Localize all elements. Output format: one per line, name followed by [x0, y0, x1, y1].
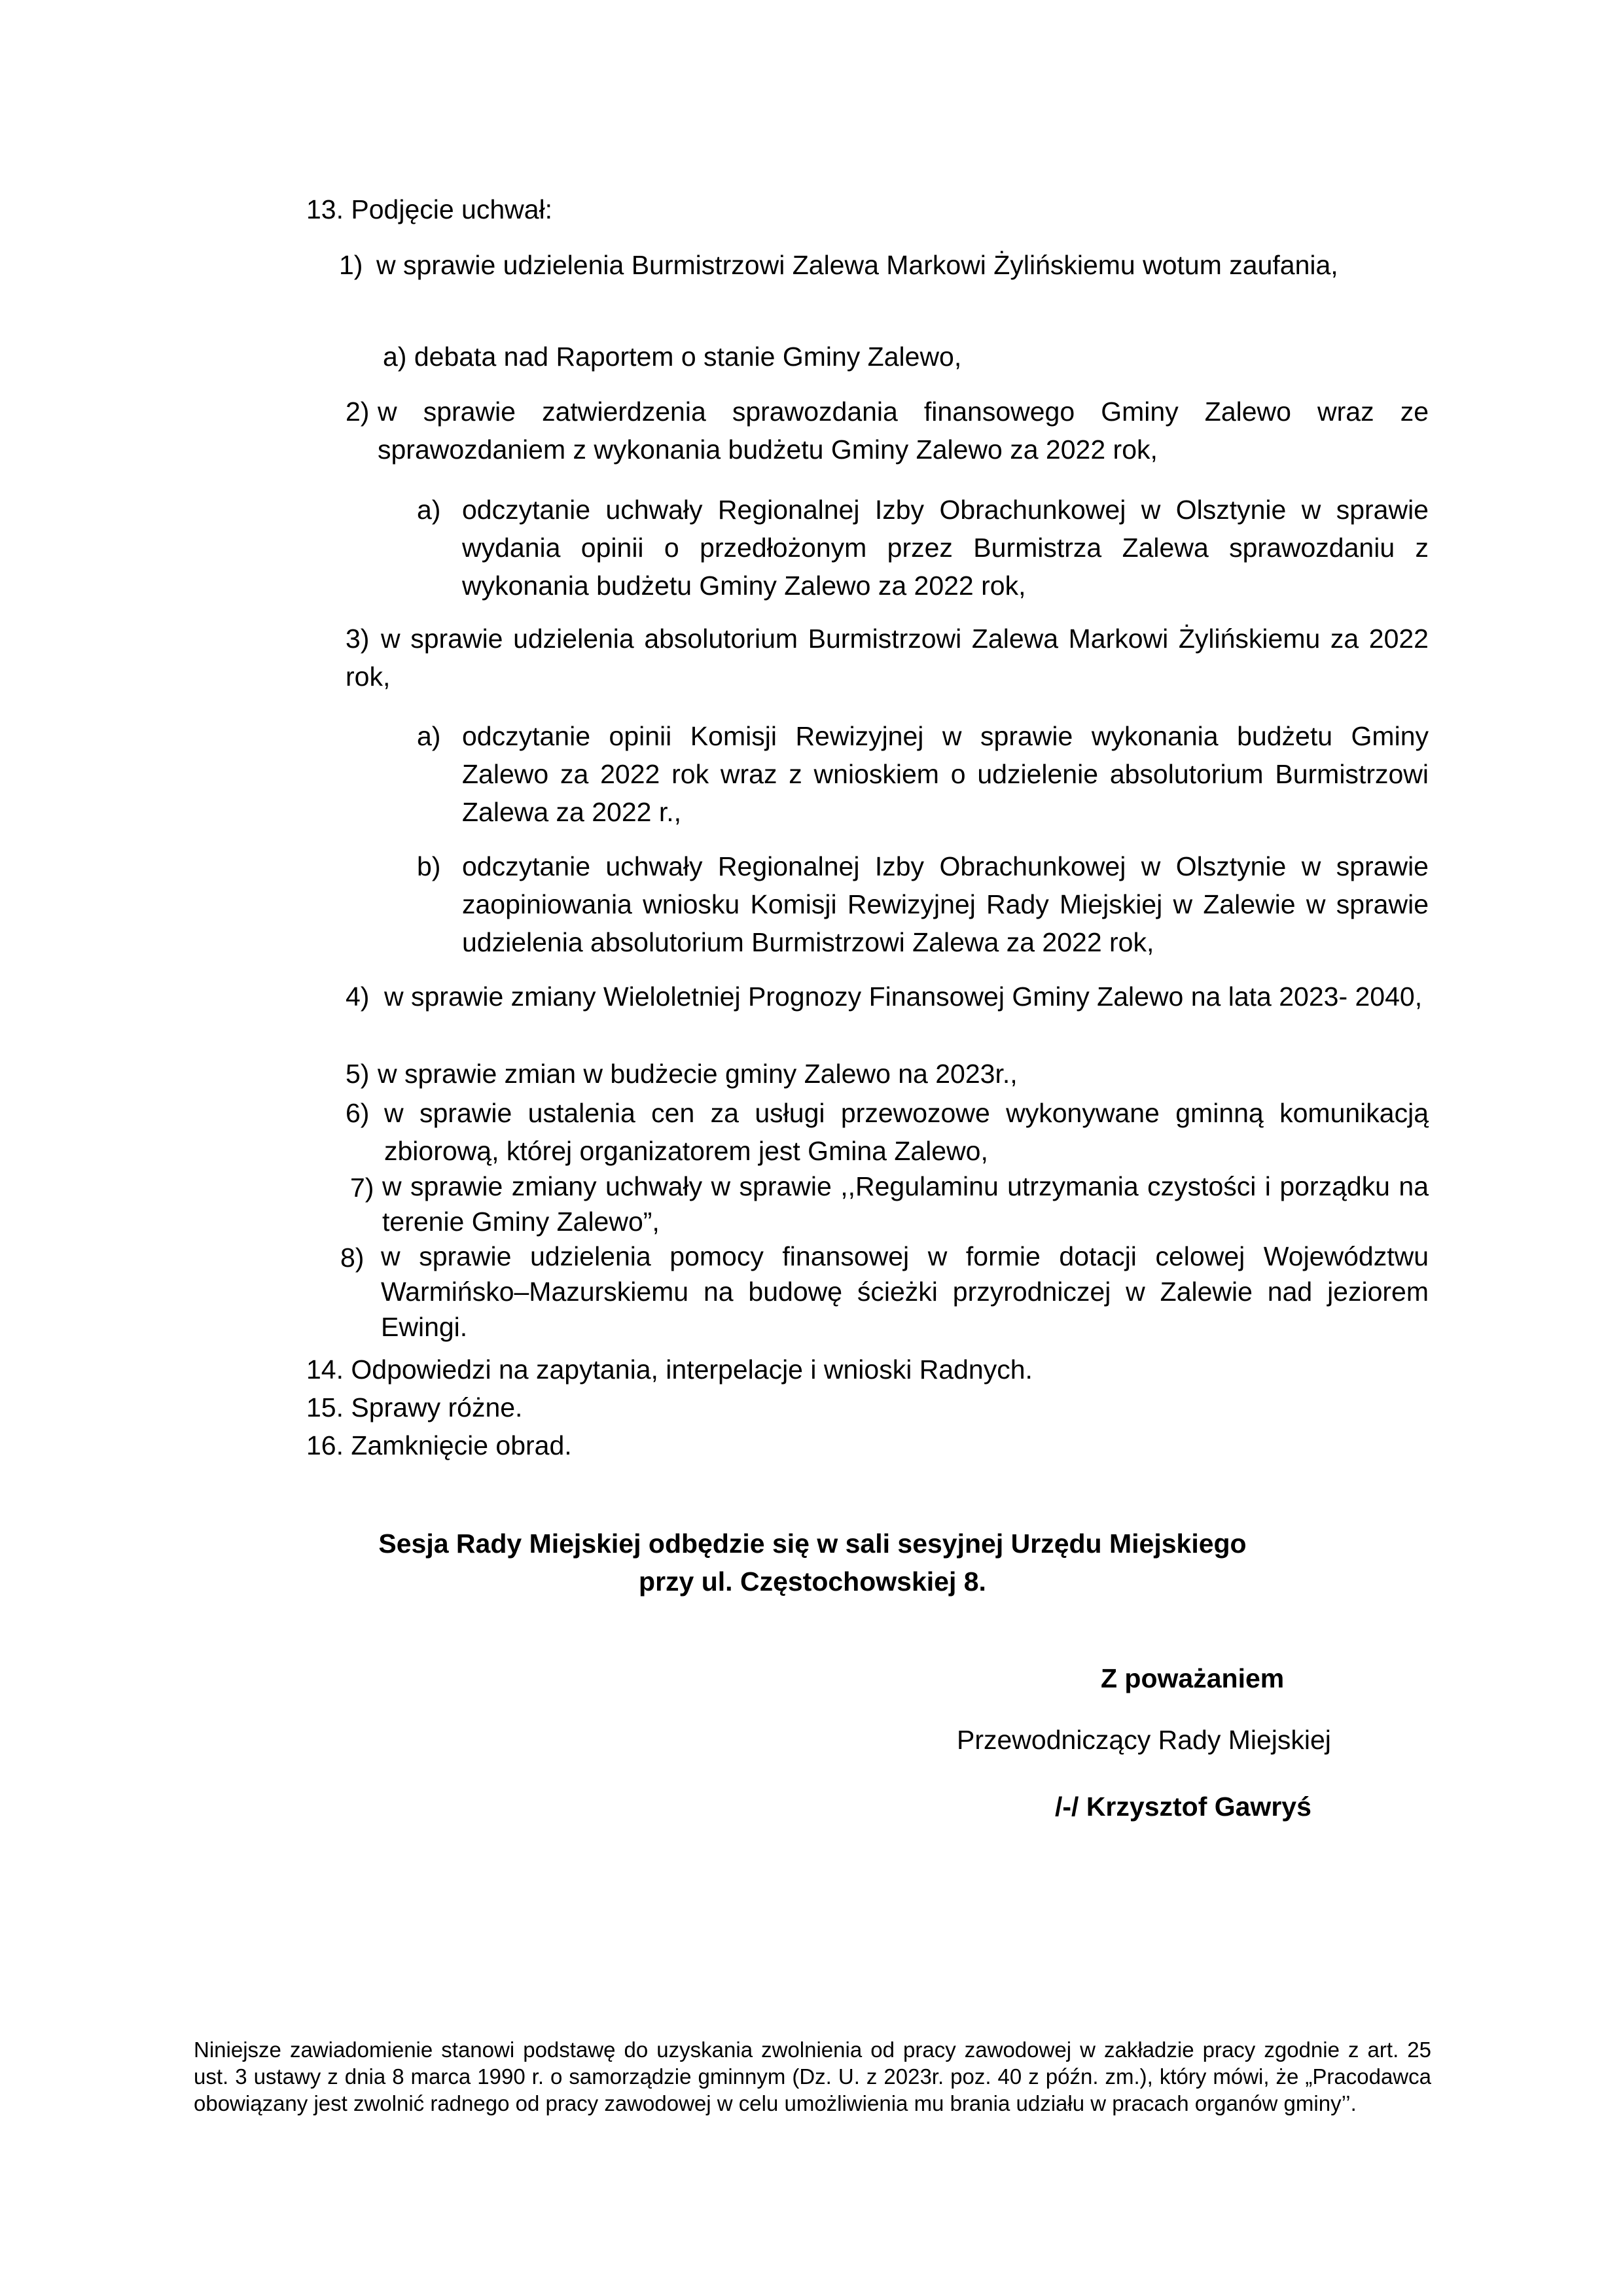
subitem-5-number: 5) — [346, 1059, 370, 1089]
subitem-1-a: a) debata nad Raportem o stanie Gminy Zalewo, — [383, 342, 962, 372]
agenda-item-14: 14. Odpowiedzi na zapytania, interpelacje i wnioski Radnych. — [306, 1354, 1033, 1385]
subitem-2-number: 2) — [346, 397, 370, 427]
closing-greeting: Z poważaniem — [1101, 1663, 1285, 1693]
subitem-6-text: w sprawie ustalenia cen za usługi przewozowe wykonywane gminną komunikacją zbiorową, której organizatorem jest Gmina Zalewo, — [384, 1098, 1429, 1166]
legal-footnote: Niniejsze zawiadomienie stanowi podstawę do uzyskania zwolnienia od pracy zawodowej w zakładzie pracy zgodnie z art. 25 ust. 3 ustawy z dnia 8 marca 1990 r. o samorządzie gminnym (Dz. U. z 2023r. poz. 40 z późn. zm.), który mówi, że „Pracodawca obowiązany jest zwolnić radnego od pracy zawodowej w celu umożliwienia mu brania udziału w pracach organów gminy’’. — [194, 2038, 1431, 2115]
subitem-3-a-text: odczytanie opinii Komisji Rewizyjnej w sprawie wykonania budżetu Gminy Zalewo za 2022 rok wraz z wnioskiem o udzielenie absolutorium Burmistrzowi Zalewa za 2022 r., — [462, 721, 1429, 827]
subitem-8-number: 8) — [340, 1243, 365, 1273]
subitem-1-text: w sprawie udzielenia Burmistrzowi Zalewa Markowi Żylińskiemu wotum zaufania, — [376, 250, 1338, 280]
subitem-2-a-text: odczytanie uchwały Regionalnej Izby Obrachunkowej w Olsztynie w sprawie wydania opinii o przedłożonym przez Burmistrza Zalewa sprawozdaniu z wykonania budżetu Gminy Zalewo za 2022 rok, — [462, 495, 1429, 601]
subitem-2-text: w sprawie zatwierdzenia sprawozdania finansowego Gminy Zalewo wraz ze sprawozdaniem z wykonania budżetu Gminy Zalewo za 2022 rok, — [378, 397, 1429, 465]
subitem-4-text: w sprawie zmiany Wieloletniej Prognozy Finansowej Gminy Zalewo na lata 2023- 2040, — [384, 981, 1423, 1012]
agenda-item-16: 16. Zamknięcie obrad. — [306, 1430, 572, 1460]
venue-line-1: Sesja Rady Miejskiej odbędzie się w sali sesyjnej Urzędu Miejskiego — [378, 1528, 1247, 1559]
subitem-7-number: 7) — [350, 1173, 374, 1203]
venue-line-2: przy ul. Częstochowskiej 8. — [639, 1566, 986, 1597]
closing-position: Przewodniczący Rady Miejskiej — [957, 1725, 1331, 1755]
subitem-3-b-text: odczytanie uchwały Regionalnej Izby Obrachunkowej w Olsztynie w sprawie zaopiniowania wniosku Komisji Rewizyjnej Rady Miejskiej w Zalewie w sprawie udzielenia absolutorium Burmistrzowi Zalewa za 2022 rok, — [462, 851, 1429, 957]
subitem-7-text: w sprawie zmiany uchwały w sprawie ,,Regulaminu utrzymania czystości i porządku na terenie Gminy Zalewo”, — [382, 1171, 1429, 1237]
subitem-3-text: w sprawie udzielenia absolutorium Burmistrzowi Zalewa Markowi Żylińskiemu za 2022 rok, — [346, 624, 1429, 692]
agenda-item-13: 13. Podjęcie uchwał: — [306, 194, 553, 224]
subitem-6-number: 6) — [346, 1098, 370, 1128]
closing-signature: /-/ Krzysztof Gawryś — [1055, 1792, 1311, 1822]
subitem-1-number: 1) — [339, 250, 363, 280]
subitem-2-a-number: a) — [417, 495, 441, 525]
subitem-3-b-number: b) — [417, 851, 441, 881]
subitem-4-number: 4) — [346, 981, 370, 1012]
subitem-5-text: w sprawie zmian w budżecie gminy Zalewo na 2023r., — [378, 1059, 1018, 1089]
subitem-8-text: w sprawie udzielenia pomocy finansowej w formie dotacji celowej Województwu Warmińsko–Mazurskiemu na budowę ścieżki przyrodniczej w Zalewie nad jeziorem Ewingi. — [381, 1241, 1429, 1342]
subitem-3-a-number: a) — [417, 721, 441, 751]
subitem-3-number: 3) — [346, 624, 370, 654]
agenda-item-15: 15. Sprawy różne. — [306, 1392, 523, 1422]
